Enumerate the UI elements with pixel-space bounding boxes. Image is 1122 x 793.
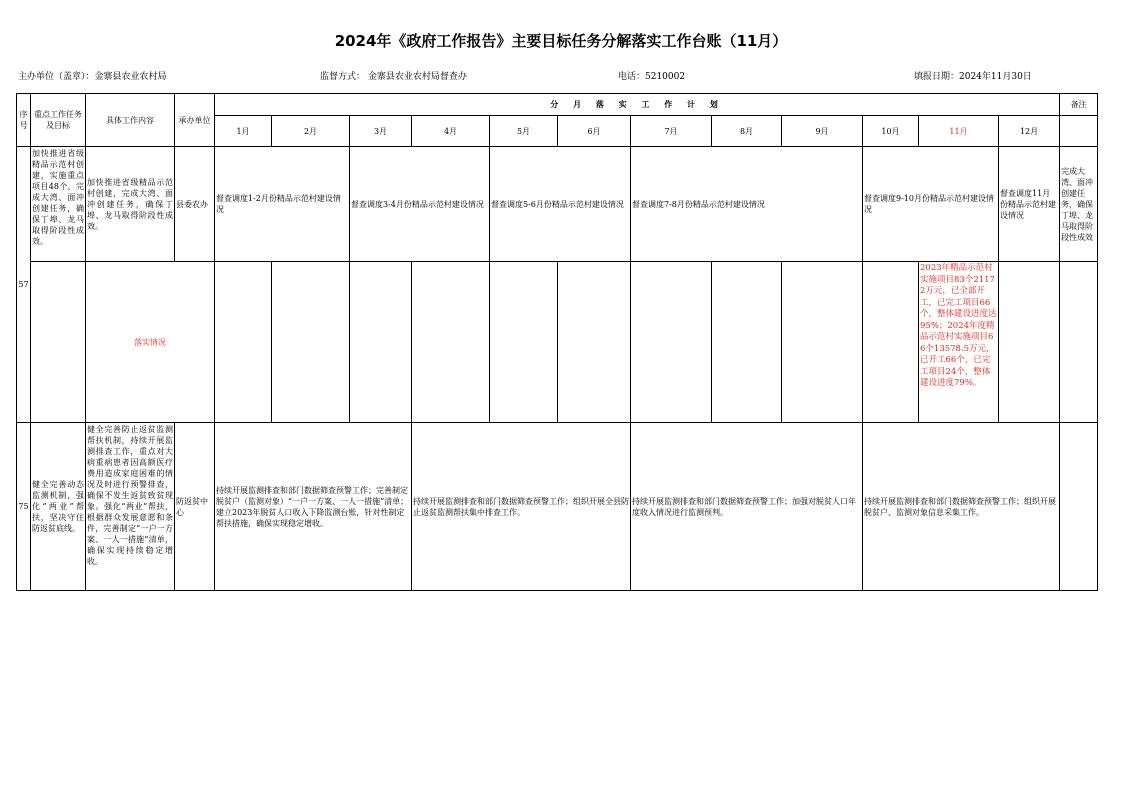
empty-cell	[1060, 262, 1098, 423]
empty-cell	[863, 262, 919, 423]
plan-cell: 持续开展监测排查和部门数据筛查预警工作；组织开展全县防止返贫监测帮扶集中排查工作。	[412, 423, 631, 591]
month-header: 4月	[412, 116, 490, 147]
progress-label: 落实情况	[86, 262, 215, 423]
month-header: 12月	[999, 116, 1060, 147]
progress-row	[17, 262, 1098, 423]
header-undertaker: 承办单位	[175, 94, 215, 147]
empty-cell	[999, 262, 1060, 423]
phone-number: 电话：5210002	[618, 72, 686, 82]
month-header: 6月	[558, 116, 631, 147]
empty-cell	[31, 262, 86, 423]
month-header: 3月	[350, 116, 412, 147]
header-row	[17, 94, 1098, 116]
month-header: 7月	[631, 116, 712, 147]
plan-cell-current: 督查调度11月份精品示范村建设情况	[999, 147, 1060, 262]
empty-cell	[412, 262, 490, 423]
month-header: 10月	[863, 116, 919, 147]
header-seq: 序号	[17, 94, 31, 147]
row-key-task: 健全完善动态监测机制，强化“两业”帮扶，坚决守住防返贫底线。	[31, 423, 86, 591]
plan-cell: 持续开展监测排查和部门数据筛查预警工作；加强对脱贫人口年度收入情况进行监测预判。	[631, 423, 863, 591]
header-key-task: 重点工作任务及目标	[31, 94, 86, 147]
row-seq: 57	[17, 147, 31, 423]
empty-cell	[631, 262, 712, 423]
plan-cell: 督查调度5-6月份精品示范村建设情况	[490, 147, 631, 262]
empty-cell	[712, 262, 782, 423]
plan-cell: 督查调度7-8月份精品示范村建设情况	[631, 147, 863, 262]
month-header: 2月	[272, 116, 350, 147]
plan-cell: 督查调度3-4月份精品示范村建设情况	[350, 147, 490, 262]
host-unit: 主办单位（盖章）：金寨县农业农村局	[18, 72, 167, 82]
plan-cell: 完成大湾、面冲创建任务，确保丁埠、龙马取得阶段性成效	[1060, 147, 1098, 262]
plan-cell: 持续开展监测排查和部门数据筛查预警工作；完善制定脱贫户（监测对象）“一户一方案、一人一措施”清单；建立2023年脱贫人口收入下降监测台账，针对性制定帮扶措施，确保实现稳定增收。	[215, 423, 412, 591]
row-content: 加快推进省级精品示范村创建，完成大湾、面冲创建任务，确保丁埠、龙马取得阶段性成效。	[86, 147, 175, 262]
remark-empty	[1060, 116, 1098, 147]
supervision-method: 监督方式： 金寨县农业农村局督查办	[320, 72, 467, 82]
month-header-current: 11月	[919, 116, 999, 147]
empty-cell	[215, 262, 272, 423]
empty-cell	[558, 262, 631, 423]
page-title: 2024年《政府工作报告》主要目标任务分解落实工作台账（11月）	[334, 32, 788, 50]
fill-date: 填报日期：2024年11月30日	[914, 72, 1032, 82]
empty-cell	[272, 262, 350, 423]
empty-cell	[782, 262, 863, 423]
row-content: 健全完善防止返贫监测帮扶机制，持续开展监测排查工作，重点对大病重病患者因高额医疗费用造成家庭困难的情况及时进行预警排查，确保不发生返贫致贫现象。强化“两业”帮扶，根据群众发展意愿和条件，完善制定“一户一方案、一人一措施”清单，确保实现持续稳定增收。	[86, 423, 175, 591]
month-header: 1月	[215, 116, 272, 147]
month-header: 8月	[712, 116, 782, 147]
plan-cell: 督查调度9-10月份精品示范村建设情况	[863, 147, 999, 262]
row-key-task: 加快推进省级精品示范村创建，实施重点项目48个，完成大湾、面冲创建任务，确保丁埠、龙马取得阶段性成效。	[31, 147, 86, 262]
table-row	[17, 147, 1098, 262]
row-undertaker: 防返贫中心	[175, 423, 215, 591]
ledger-table	[16, 93, 1098, 591]
row-undertaker: 县委农办	[175, 147, 215, 262]
empty-cell	[490, 262, 558, 423]
header-remark: 备注	[1060, 94, 1098, 116]
plan-cell: 督查调度1-2月份精品示范村建设情况	[215, 147, 350, 262]
table-row	[17, 423, 1098, 591]
header-monthly-plan: 分 月 落 实 工 作 计 划	[215, 94, 1060, 116]
empty-cell	[350, 262, 412, 423]
header-content: 具体工作内容	[86, 94, 175, 147]
row-seq: 75	[17, 423, 31, 591]
remark-cell	[1060, 423, 1098, 591]
progress-current-month: 2023年精品示范村实施项目83个21172万元，已全部开工，已完工项目66个，整体建设进度达95%；2024年度精品示范村实施项目66个13578.5万元，已开工66个，已完工项目24个，整体建设进度79%。	[919, 262, 999, 423]
month-header: 5月	[490, 116, 558, 147]
month-header: 9月	[782, 116, 863, 147]
plan-cell: 持续开展监测排查和部门数据筛查预警工作；组织开展脱贫户、监测对象信息采集工作。	[863, 423, 1060, 591]
